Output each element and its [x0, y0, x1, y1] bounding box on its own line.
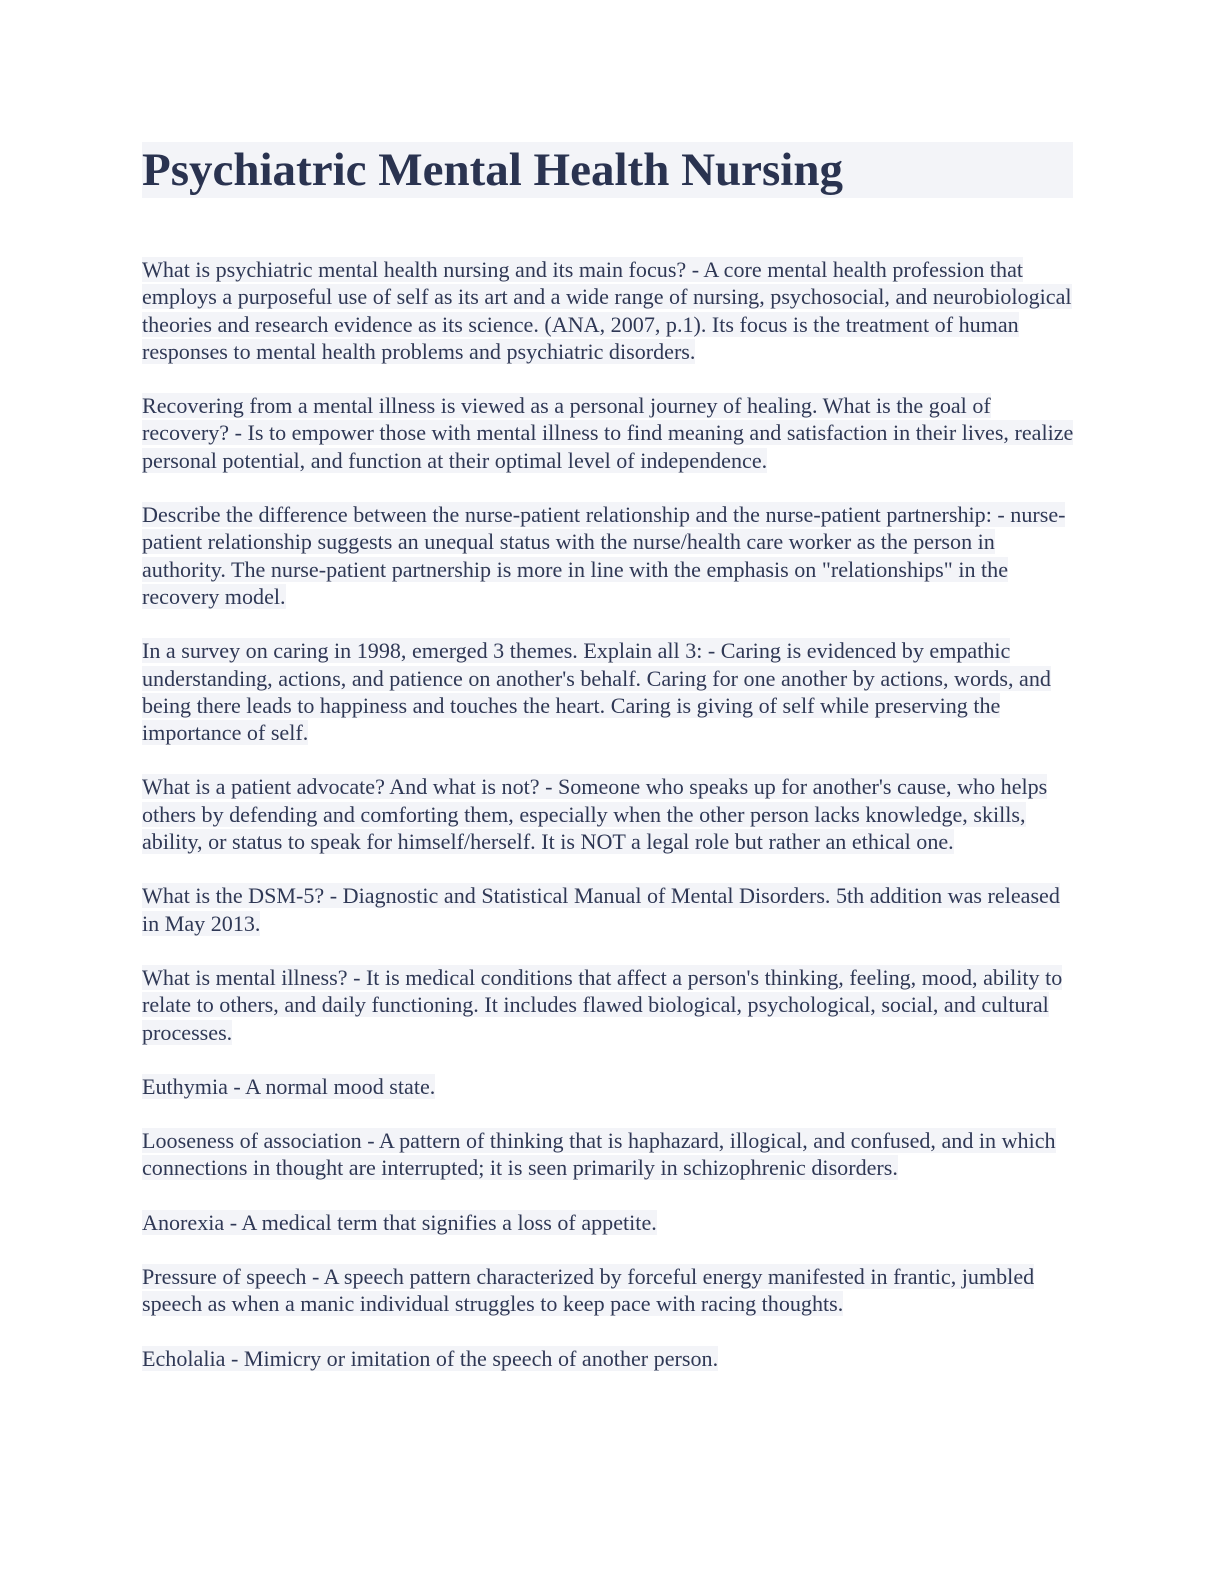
entry-mental-illness [142, 964, 1074, 1046]
entry-psychiatric-nursing [142, 256, 1074, 365]
entry-caring-themes [142, 637, 1074, 746]
entry-text: In a survey on caring in 1998, emerged 3 themes. Explain all 3: - Caring is evidenced by empathic understanding, actions, and patience on another's behalf. Caring for one another by actions, words, and being there leads to happiness and touches the heart. Caring is giving of self while preserving the importance of self. [142, 638, 1051, 746]
entry-patient-advocate [142, 773, 1074, 855]
entry-text: Describe the difference between the nurse-patient relationship and the nurse-patient partnership: - nurse-patient relationship suggests an unequal status with the nurse/health care worker as the person in authority. The nurse-patient partnership is more in line with the emphasis on "relationships" in the recovery model. [142, 502, 1066, 609]
entry-looseness-of-association [142, 1127, 1074, 1182]
entry-anorexia [142, 1209, 1074, 1236]
entry-dsm-5 [142, 882, 1074, 937]
entry-text: Euthymia - A normal mood state. [142, 1073, 436, 1099]
entry-text: What is mental illness? - It is medical conditions that affect a person's thinking, feeling, mood, ability to relate to others, and daily functioning. It includes flawed biological, psychological, social, and cultural processes. [142, 964, 1063, 1045]
page-title: Psychiatric Mental Health Nursing [142, 144, 844, 196]
entry-text: Looseness of association - A pattern of thinking that is haphazard, illogical, and confused, and in which connections in thought are interrupted; it is seen primarily in schizophrenic disorders. [142, 1128, 1056, 1181]
entry-text: Echolalia - Mimicry or imitation of the speech of another person. [142, 1345, 719, 1371]
entry-text: What is the DSM-5? - Diagnostic and Statistical Manual of Mental Disorders. 5th addition was released in May 2013. [142, 883, 1060, 936]
entry-text: What is a patient advocate? And what is not? - Someone who speaks up for another's cause, who helps others by defending and comforting them, especially when the other person lacks knowledge, skills, ability, or status to speak for himself/herself. It is NOT a legal role but rather an ethical one. [142, 774, 1048, 855]
entry-relationship-vs-partnership [142, 501, 1074, 610]
document-page [142, 142, 1074, 1399]
entry-euthymia [142, 1073, 1074, 1100]
entry-echolalia [142, 1345, 1074, 1372]
entry-text: Recovering from a mental illness is viewed as a personal journey of healing. What is the goal of recovery? - Is to empower those with mental illness to find meaning and satisfaction in their lives, realize personal potential, and function at their optimal level of independence. [142, 393, 1074, 473]
entry-recovery-goal [142, 392, 1074, 474]
entry-text: What is psychiatric mental health nursing and its main focus? - A core mental health profession that employs a purposeful use of self as its art and a wide range of nursing, psychosocial, and neurobiological theories and research evidence as its science. (ANA, 2007, p.1). Its focus is the treatment of human responses to mental health problems and psychiatric disorders. [142, 257, 1072, 364]
title-block [142, 142, 1073, 198]
entry-text: Anorexia - A medical term that signifies a loss of appetite. [142, 1209, 657, 1235]
entry-text: Pressure of speech - A speech pattern characterized by forceful energy manifested in frantic, jumbled speech as when a manic individual struggles to keep pace with racing thoughts. [142, 1264, 1035, 1317]
entry-pressure-of-speech [142, 1263, 1074, 1318]
